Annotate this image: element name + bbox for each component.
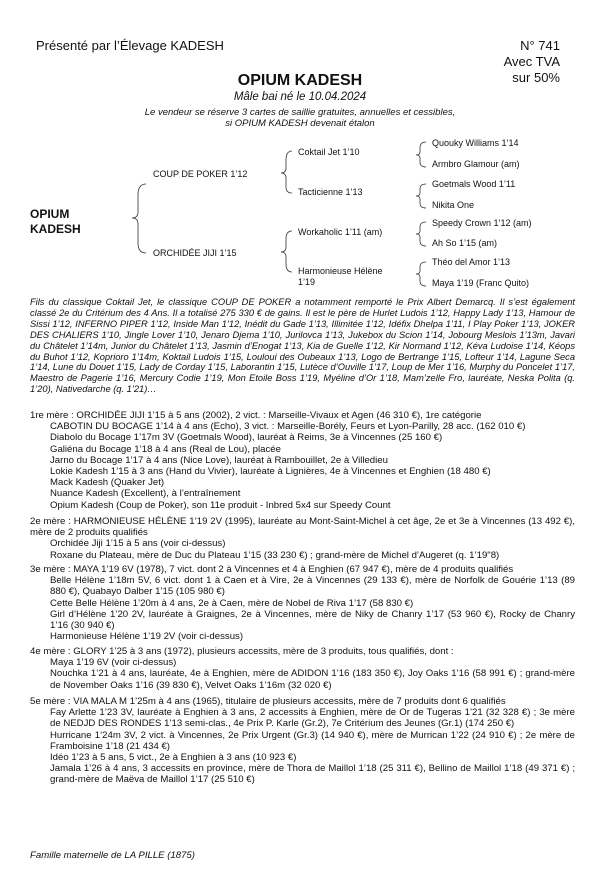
presenter-line: Présenté par l’Élevage KADESH — [36, 38, 224, 53]
list-item: Nuance Kadesh (Excellent), à l’entraînement — [50, 488, 241, 500]
list-item: Diabolo du Bocage 1’17m 3V (Goetmals Wood), lauréat à Reims, 3e à Vincennes (25 160 €) — [50, 432, 443, 444]
list-item: Girl d’Hélène 1’20 2V, lauréate à Graignes, 2e à Vincennes, mère de Niky de Chanry 1’17 (53 960 €), Rocky de Chanry 1’16 (30 940 €) — [50, 608, 575, 632]
lot-number: N° 741 — [520, 38, 560, 53]
list-item: Fay Arlette 1’23 3V, lauréate à Enghien à 3 ans, 2 accessits à Enghien, mère de Or de Tugeras 1’21 (32 328 €) ; 3e mère de NEDJD DES RONDES 1’13 semi-clas., 4e Prix P. Karle (Gr.2), 7e Critérium des Jeunes (Gr.1) (174 250 €) — [50, 707, 575, 730]
list-item: Cette Belle Hélène 1’20m à 4 ans, 2e à Caen, mère de Nobel de Riva 1’17 (58 830 €) — [50, 597, 414, 609]
maternal-family-footer: Famille maternelle de LA PILLE (1875) — [30, 850, 195, 861]
pedigree-dds: Théo del Amor 1’13 — [432, 257, 511, 267]
list-item: Jamala 1’26 à 4 ans, 3 accessits en province, mère de Thora de Maillol 1’18 (25 311 €), Bellino de Maillol 1’18 (49 371 €) ; grand-mère de Maëva de Maillol 1’17 (25 510 €) — [50, 763, 575, 786]
seller-note-line2: si OPIUM KADESH devenait étalon — [225, 118, 375, 129]
pedigree-dd-line1: Harmonieuse Hélène — [298, 266, 383, 276]
tax-label: Avec TVA — [503, 54, 560, 69]
third-dam-section — [30, 564, 575, 642]
horse-description: Mâle bai né le 10.04.2024 — [233, 91, 367, 103]
pedigree-subject-line1: OPIUM — [30, 207, 70, 221]
list-item: Jarno du Bocage 1’17 à 4 ans (Nice Love), lauréat à Rambouillet, 2e à Villedieu — [50, 454, 388, 466]
list-item: Belle Hélène 1’18m 5V, 6 vict. dont 1 à Caen et à Vire, 2e à Vincennes (29 133 €), mère de Norfolk de Gouérie 1’13 (89 880 €), Quabayo Dalber 1’15 (105 980 €) — [50, 575, 575, 598]
list-item: Maya 1’19 6V (voir ci-dessus) — [50, 657, 177, 669]
seller-note-line1: Le vendeur se réserve 3 cartes de saillie gratuites, annuelles et cessibles, — [144, 107, 456, 118]
sire-intro: Fils du classique Coktail Jet, le classique COUP DE POKER a notamment remporté le Prix Albert Demarcq. Il s’est également classé 2e du Critérium des 4 Ans. Il a totalisé 275 330 € de gains. Il est le père de Hurlet Ludois 1’12, Happy Lady 1’13, Hamour de Sissi 1’12, INFERNO PIPER 1’12, Inside Man 1’12, Inédit du Gade 1’13, Illimitée 1’12, Idéfix Dhelpa 1’11, I Play Poker 1’13, JOKER DES CHALIERS 1’10, Jingle Lover 1’10, Jenaro Djema 1’10, Jurilovca 1’13, Jukebox du Scion 1’14, Jobourg Meslois 1’13m, Javari du Châtelet 1’14m, Junior du Châtelet 1’13, Jasmin d’Enogat 1’13, Kia de Guelle 1’12, Kir Normand 1’12, Kéva Ludoise 1’14, Kéops du Buhot 1’12, Koprioro 1’14m, Koktail Ludois 1’15, Louloui des Oubeaux 1’13, Logo de Bertrange 1’15, Lofteur 1’14, Lagune Seca 1’14, Lune du Douet 1’15, Lady de Corday 1’15, Laborantin 1’15, Lutèce d’Ouville 1’17, Loup de Mer 1’16, Murphy du Poncelet 1’17, Maestro de Pagerie 1’16, Mercury Codie 1’19, Mon Etoile Boss 1’19, Myéline d’Or 1’18, Mam’zelle Fro, lauréate, Neska Polita (q. 1’20), Nativedarche (q. 1’21)… — [30, 297, 575, 395]
list-item: CABOTIN DU BOCAGE 1’14 à 4 ans (Echo), 3 vict. : Marseille-Borély, Feurs et Lyon-Parilly, 28 acc. (162 010 €) — [50, 421, 526, 433]
fourth-dam-section — [30, 646, 575, 691]
fourth-dam-produce — [30, 657, 575, 691]
first-dam-section — [30, 410, 575, 511]
fifth-dam-section — [30, 696, 575, 786]
tax-rate: sur 50% — [512, 70, 560, 85]
fourth-dam-heading: 4e mère : GLORY 1’25 à 3 ans (1972), plusieurs accessits, mère de 3 produits, tous qualifiés, dont : — [30, 646, 454, 657]
pedigree-dsd: Ah So 1’15 (am) — [432, 238, 498, 248]
pedigree-ds: Workaholic 1’11 (am) — [298, 227, 383, 237]
fifth-dam-produce — [30, 707, 575, 785]
third-dam-heading: 3e mère : MAYA 1’19 6V (1978), 7 vict. dont 2 à Vincennes et 4 à Enghien (67 947 €), mère de 4 produits qualifiés — [30, 564, 514, 575]
pedigree-dam: ORCHIDÉE JIJI 1’15 — [153, 248, 237, 258]
pedigree-ss: Coktail Jet 1’10 — [298, 147, 360, 157]
pedigree-subject — [30, 207, 81, 237]
second-dam-heading: 2e mère : HARMONIEUSE HÉLÈNE 1’19 2V (1995), lauréate au Mont-Saint-Michel à cet âge, 2e et 3e à Vincennes (13 492 €), mère de 2 produits qualifiés — [30, 516, 575, 539]
pedigree-ddd: Maya 1’19 (Franc Quito) — [432, 278, 530, 288]
list-item: Hurricane 1’24m 3V, 2 vict. à Vincennes, 2e Prix Urgent (Gr.3) (14 940 €), mère de Murrican 1’22 (24 910 €) ; 2e mère de Framboisine 1’18 (21 434 €) — [50, 729, 575, 752]
list-item: Opium Kadesh (Coup de Poker), son 11e produit - Inbred 5x4 sur Speedy Count — [50, 499, 391, 511]
pedigree-sds: Goetmals Wood 1’11 — [432, 179, 516, 189]
pedigree-subject-line2: KADESH — [30, 222, 81, 236]
first-dam-produce — [30, 421, 575, 511]
pedigree-dd — [298, 266, 383, 288]
list-item: Orchidée Jiji 1’15 à 5 ans (voir ci-dessus) — [50, 538, 226, 550]
pedigree-sdd: Nikita One — [432, 200, 475, 210]
list-item: Roxane du Plateau, mère de Duc du Plateau 1’15 (33 230 €) ; grand-mère de Michel d’Augeret (q. 1’19"8) — [50, 549, 500, 561]
second-dam-section — [30, 516, 575, 561]
fifth-dam-heading: 5e mère : VIA MALA M 1’25m à 4 ans (1965), titulaire de plusieurs accessits, mère de 7 produits dont 6 qualifiés — [30, 696, 506, 707]
pedigree-ssd: Armbro Glamour (am) — [432, 159, 520, 169]
list-item: Mack Kadesh (Quaker Jet) — [50, 477, 165, 489]
first-dam-heading: 1re mère : ORCHIDÉE JIJI 1’15 à 5 ans (2002), 2 vict. : Marseille-Vivaux et Agen (46 310 €), 1re catégorie — [30, 410, 482, 421]
third-dam-produce — [30, 575, 575, 642]
list-item: Harmonieuse Hélène 1’19 2V (voir ci-dessus) — [50, 631, 244, 643]
horse-name: OPIUM KADESH — [237, 72, 363, 89]
list-item: Idéo 1’23 à 5 ans, 5 vict., 2e à Enghien à 3 ans (10 923 €) — [50, 752, 297, 764]
pedigree-dss: Speedy Crown 1’12 (am) — [432, 218, 532, 228]
pedigree-sss: Quouky Williams 1’14 — [432, 138, 519, 148]
list-item: Nouchka 1’21 à 4 ans, lauréate, 4e à Enghien, mère de ADIDON 1’16 (183 350 €), Joy Oaks 1’16 (58 991 €) ; grand-mère de November Oaks 1’16 (39 830 €), Velvet Oaks 1’16m (32 020 €) — [50, 668, 575, 691]
list-item: Galiéna du Bocage 1’18 à 4 ans (Real de Lou), placée — [50, 443, 281, 455]
pedigree-dd-line2: 1’19 — [298, 277, 316, 287]
list-item: Lokie Kadesh 1’15 à 3 ans (Hand du Vivier), lauréate à Lignières, 4e à Vincennes et Enghien (18 480 €) — [50, 466, 491, 478]
pedigree-sd: Tacticienne 1’13 — [298, 187, 363, 197]
pedigree-sire: COUP DE POKER 1’12 — [153, 169, 248, 179]
second-dam-produce — [30, 538, 575, 560]
